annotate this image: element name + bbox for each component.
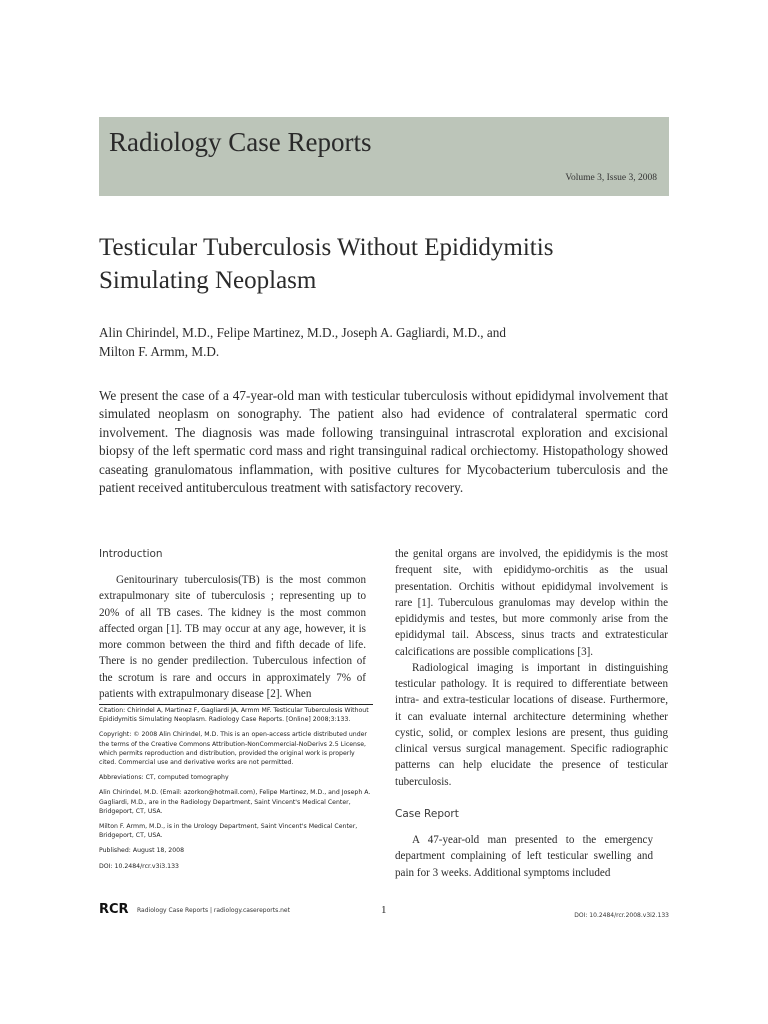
right-column-top bbox=[395, 546, 668, 790]
case-report-heading: Case Report bbox=[395, 808, 459, 820]
article-title-line2: Simulating Neoplasm bbox=[99, 267, 317, 294]
right-paragraph-1: the genital organs are involved, the epididymis is the most frequent site, with epididymo-orchitis as the usual presentation. Orchitis without epididymal involvement is rare [1]. Tuberculous granulomas may develop within the epididymis and testes, but more commonly arise from the epididymal tail. Abscess, sinus tracts and extratesticular calcifications are possible complications [3]. bbox=[395, 548, 668, 658]
article-title bbox=[99, 231, 699, 297]
right-paragraph-2: Radiological imaging is important in distinguishing testicular pathology. It is required to differentiate between intra- and extra-testicular locations of disease. Furthermore, it can evaluate internal architecture determining whether cystic, solid, or complex lesions are present, thus guiding clinical versus surgical management. Specific radiographic patterns can help elucidate the presence of testicular tuberculosis. bbox=[395, 661, 668, 788]
authors-line2: Milton F. Armm, M.D. bbox=[99, 343, 220, 359]
journal-banner bbox=[99, 117, 669, 196]
copyright-note: Copyright: © 2008 Alin Chirindel, M.D. This is an open-access article distributed under the terms of the Creative Commons Attribution-NonCommercial-NoDerivs 2.5 License, which permits reproduction and distribution, provided the original work is properly cited. Commercial use and derivative works are not permitted. bbox=[99, 731, 367, 767]
rcr-logo: RCR bbox=[99, 902, 129, 917]
journal-title: Radiology Case Reports bbox=[109, 127, 372, 157]
article-title-line1: Testicular Tuberculosis Without Epididymitis bbox=[99, 234, 554, 261]
affiliation-note-2: Milton F. Armm, M.D., is in the Urology Department, Saint Vincent's Medical Center, Bridgeport, CT, USA. bbox=[99, 823, 358, 840]
introduction-heading: Introduction bbox=[99, 548, 163, 560]
case-report-paragraph: A 47-year-old man presented to the emergency department complaining of left testicular swelling and pain for 3 weeks. Additional symptoms included bbox=[395, 834, 653, 879]
abbreviations-note: Abbreviations: CT, computed tomography bbox=[99, 774, 229, 782]
introduction-column bbox=[99, 572, 366, 702]
article-notes bbox=[99, 704, 373, 877]
author-list bbox=[99, 324, 619, 361]
abstract: We present the case of a 47-year-old man with testicular tuberculosis without epididymal involvement that simulated neoplasm on sonography. The patient also had evidence of contralateral spermatic cord involvement. The diagnosis was made following transinguinal intrascrotal exploration and excisional biopsy of the left spermatic cord mass and right transinguinal radical orchiectomy. Histopathology showed caseating granulomatous inflammation, with positive cultures for Mycobacterium tuberculosis and the patient received antituberculous treatment with satisfactory recovery. bbox=[99, 388, 668, 496]
published-date: Published: August 18, 2008 bbox=[99, 847, 185, 855]
footer-doi: DOI: 10.2484/rcr.2008.v3i2.133 bbox=[574, 912, 669, 919]
affiliation-note-1: Alin Chirindel, M.D. (Email: azorkon@hotmail.com), Felipe Martinez, M.D., and Joseph A. Gagliardi, M.D., are in the Radiology Department, Saint Vincent's Medical Center, Bridgeport, CT, USA. bbox=[99, 789, 371, 815]
doi-note: DOI: 10.2484/rcr.v3i3.133 bbox=[99, 862, 179, 870]
case-report-column bbox=[395, 832, 653, 881]
page-number: 1 bbox=[381, 904, 387, 916]
authors-line1: Alin Chirindel, M.D., Felipe Martinez, M.D., Joseph A. Gagliardi, M.D., and bbox=[99, 325, 506, 340]
citation-note: Citation: Chirindel A, Martinez F, Gagliardi JA, Armm MF. Testicular Tuberculosis Without Epididymitis Simulating Neoplasm. Radiology Case Reports. [Online] 2008;3:133. bbox=[99, 707, 369, 724]
volume-issue: Volume 3, Issue 3, 2008 bbox=[565, 173, 657, 183]
footer-journal-link[interactable]: Radiology Case Reports | radiology.casereports.net bbox=[137, 907, 290, 914]
introduction-paragraph: Genitourinary tuberculosis(TB) is the most common extrapulmonary site of tuberculosis ; representing up to 20% of all TB cases. The kidney is the most common affected organ [1]. TB may occur at any age, however, it is more common between the third and fifth decade of life. There is no gender predilection. Tuberculous infection of the scrotum is rare and occurs in approximately 7% of patients with extrapulmonary disease [2]. When bbox=[99, 574, 366, 700]
